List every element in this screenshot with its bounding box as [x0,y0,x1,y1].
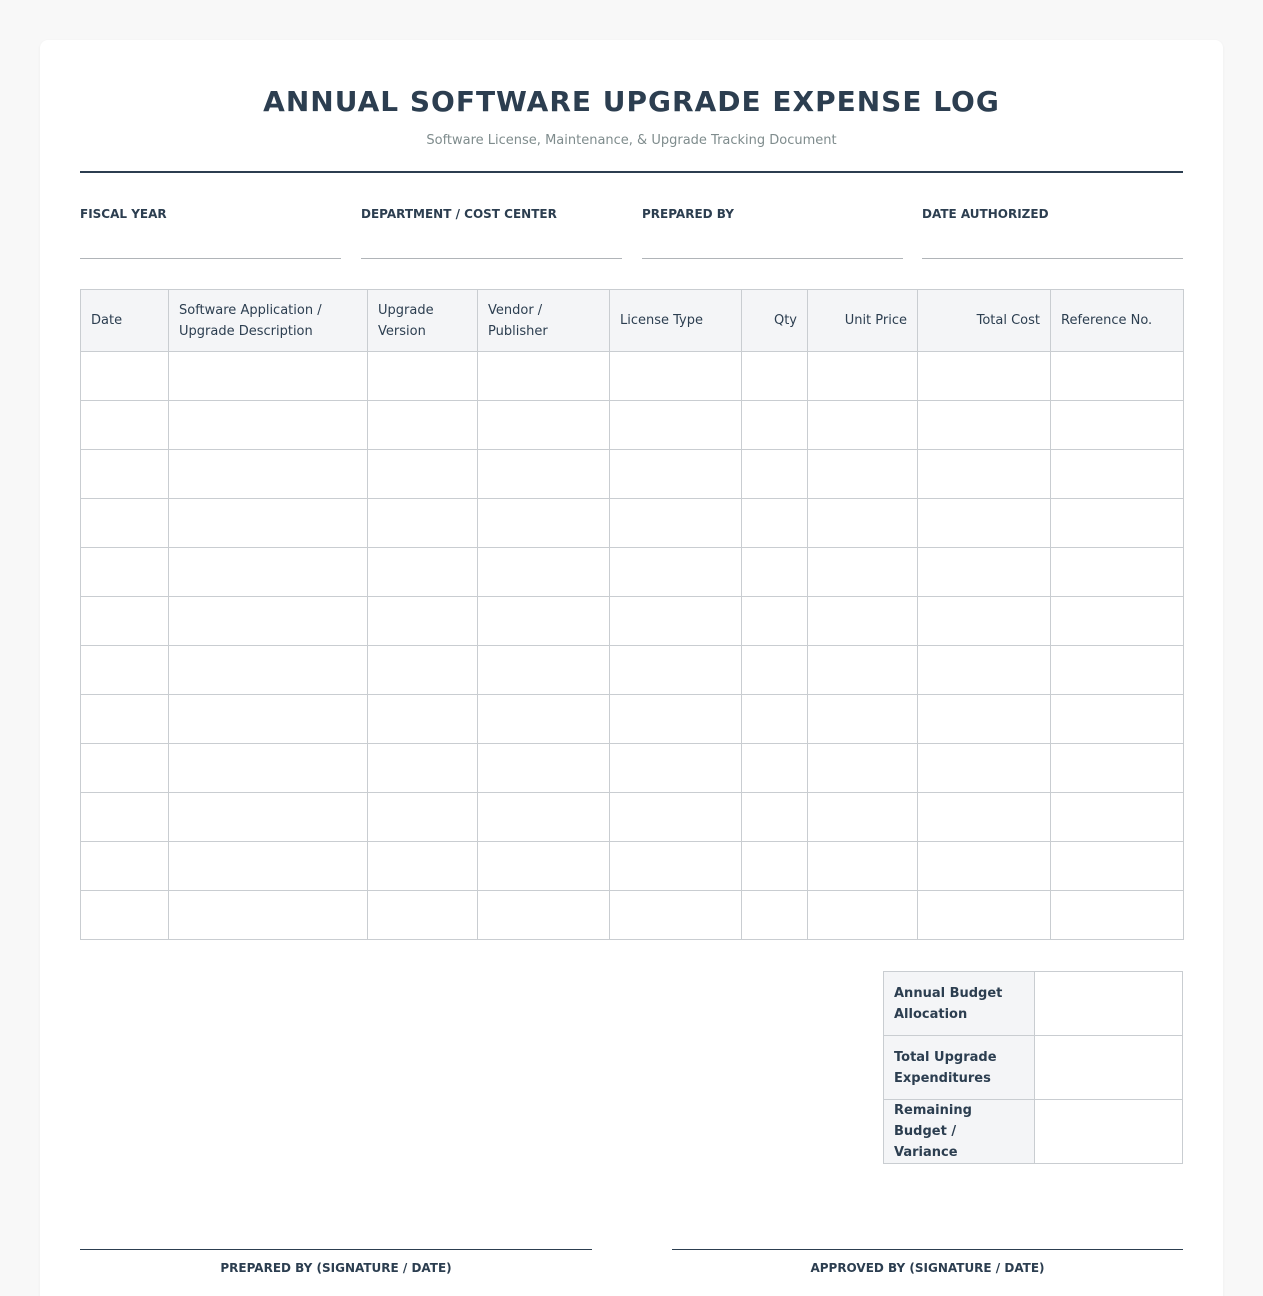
expense-table-body [81,352,1184,940]
table-row [81,548,1184,597]
cell-description[interactable] [169,891,368,940]
cell-vendor[interactable] [478,646,610,695]
cell-vendor[interactable] [478,695,610,744]
cell-vendor[interactable] [478,401,610,450]
cell-vendor[interactable] [478,793,610,842]
cell-description[interactable] [169,401,368,450]
cell-reference[interactable] [1051,695,1184,744]
cell-date[interactable] [81,450,169,499]
cell-reference[interactable] [1051,352,1184,401]
document-sheet [40,40,1223,1296]
cell-total-cost[interactable] [918,597,1051,646]
cell-unit-price[interactable] [808,499,918,548]
table-row [81,842,1184,891]
cell-license-type[interactable] [610,646,742,695]
cell-description[interactable] [169,597,368,646]
cell-unit-price[interactable] [808,842,918,891]
cell-version[interactable] [368,597,478,646]
approved-signature-line[interactable] [672,1249,1183,1250]
cell-total-cost[interactable] [918,450,1051,499]
cell-qty[interactable] [742,597,808,646]
cell-date[interactable] [81,646,169,695]
department-field[interactable] [361,206,622,222]
table-row [81,352,1184,401]
table-row [81,744,1184,793]
approved-signature-label: APPROVED BY (SIGNATURE / DATE) [810,1261,1045,1275]
table-row [81,891,1184,940]
date-authorized-input-line[interactable] [922,258,1183,259]
cell-vendor[interactable] [478,842,610,891]
column-header-date: Date [81,290,169,352]
cell-reference[interactable] [1051,793,1184,842]
cell-reference[interactable] [1051,646,1184,695]
cell-date[interactable] [81,695,169,744]
column-header-description: Software Application / Upgrade Description [169,290,368,352]
cell-description[interactable] [169,352,368,401]
table-row [81,646,1184,695]
cell-date[interactable] [81,352,169,401]
cell-description[interactable] [169,695,368,744]
cell-version[interactable] [368,646,478,695]
cell-vendor[interactable] [478,548,610,597]
document-title: ANNUAL SOFTWARE UPGRADE EXPENSE LOG [263,85,1000,118]
cell-description[interactable] [169,646,368,695]
cell-reference[interactable] [1051,548,1184,597]
cell-qty[interactable] [742,891,808,940]
prepared-by-field[interactable] [642,206,903,222]
cell-total-cost[interactable] [918,499,1051,548]
budget-summary-table [883,971,1183,1164]
column-header-qty: Qty [742,290,808,352]
column-header-reference: Reference No. [1051,290,1184,352]
approved-signature-block [672,1249,1183,1276]
cell-qty[interactable] [742,401,808,450]
prepared-signature-label: PREPARED BY (SIGNATURE / DATE) [220,1261,452,1275]
cell-license-type[interactable] [610,450,742,499]
cell-date[interactable] [81,891,169,940]
cell-reference[interactable] [1051,450,1184,499]
cell-total-cost[interactable] [918,744,1051,793]
cell-reference[interactable] [1051,842,1184,891]
cell-version[interactable] [368,793,478,842]
summary-label-remaining-budget: Remaining Budget / Variance [884,1100,1035,1164]
cell-license-type[interactable] [610,842,742,891]
cell-qty[interactable] [742,842,808,891]
column-header-unit-price: Unit Price [808,290,918,352]
cell-vendor[interactable] [478,891,610,940]
cell-qty[interactable] [742,695,808,744]
cell-qty[interactable] [742,793,808,842]
prepared-signature-block [80,1249,592,1276]
cell-vendor[interactable] [478,744,610,793]
department-input-line[interactable] [361,258,622,259]
cell-description[interactable] [169,548,368,597]
cell-license-type[interactable] [610,695,742,744]
cell-qty[interactable] [742,499,808,548]
cell-license-type[interactable] [610,499,742,548]
cell-description[interactable] [169,793,368,842]
cell-unit-price[interactable] [808,891,918,940]
cell-vendor[interactable] [478,499,610,548]
cell-license-type[interactable] [610,597,742,646]
summary-label-total-expenditures: Total Upgrade Expenditures [884,1036,1035,1100]
cell-qty[interactable] [742,744,808,793]
cell-reference[interactable] [1051,401,1184,450]
summary-row-budget-allocation [884,972,1183,1036]
summary-value-remaining-budget[interactable] [1035,1100,1183,1164]
cell-version[interactable] [368,450,478,499]
cell-total-cost[interactable] [918,401,1051,450]
column-header-version: Upgrade Version [368,290,478,352]
prepared-by-label: PREPARED BY [642,207,734,221]
cell-total-cost[interactable] [918,646,1051,695]
fiscal-year-label: FISCAL YEAR [80,207,167,221]
cell-description[interactable] [169,499,368,548]
cell-license-type[interactable] [610,548,742,597]
cell-reference[interactable] [1051,891,1184,940]
table-row [81,401,1184,450]
cell-unit-price[interactable] [808,401,918,450]
cell-reference[interactable] [1051,597,1184,646]
cell-unit-price[interactable] [808,695,918,744]
cell-vendor[interactable] [478,352,610,401]
cell-unit-price[interactable] [808,597,918,646]
cell-version[interactable] [368,352,478,401]
cell-qty[interactable] [742,450,808,499]
cell-reference[interactable] [1051,499,1184,548]
summary-label-budget-allocation: Annual Budget Allocation [884,972,1035,1036]
cell-unit-price[interactable] [808,450,918,499]
cell-unit-price[interactable] [808,646,918,695]
expense-table [80,289,1184,940]
cell-date[interactable] [81,597,169,646]
cell-total-cost[interactable] [918,793,1051,842]
cell-unit-price[interactable] [808,793,918,842]
cell-unit-price[interactable] [808,744,918,793]
cell-version[interactable] [368,695,478,744]
summary-value-total-expenditures[interactable] [1035,1036,1183,1100]
table-row [81,450,1184,499]
column-header-total-cost: Total Cost [918,290,1051,352]
summary-row-total-expenditures [884,1036,1183,1100]
expense-table-header [81,290,1184,352]
cell-date[interactable] [81,793,169,842]
cell-total-cost[interactable] [918,695,1051,744]
cell-date[interactable] [81,744,169,793]
cell-version[interactable] [368,842,478,891]
column-header-vendor: Vendor / Publisher [478,290,610,352]
cell-date[interactable] [81,499,169,548]
cell-date[interactable] [81,548,169,597]
summary-value-budget-allocation[interactable] [1035,972,1183,1036]
summary-row-remaining-budget [884,1100,1183,1164]
document-subtitle: Software License, Maintenance, & Upgrade Tracking Document [426,133,837,148]
column-header-license-type: License Type [610,290,742,352]
cell-license-type[interactable] [610,793,742,842]
cell-version[interactable] [368,744,478,793]
cell-qty[interactable] [742,646,808,695]
table-row [81,793,1184,842]
cell-license-type[interactable] [610,352,742,401]
cell-date[interactable] [81,842,169,891]
cell-total-cost[interactable] [918,842,1051,891]
cell-qty[interactable] [742,548,808,597]
cell-total-cost[interactable] [918,352,1051,401]
fiscal-year-field[interactable] [80,206,341,222]
fiscal-year-input-line[interactable] [80,258,341,259]
cell-license-type[interactable] [610,744,742,793]
cell-qty[interactable] [742,352,808,401]
cell-total-cost[interactable] [918,891,1051,940]
cell-license-type[interactable] [610,891,742,940]
cell-description[interactable] [169,450,368,499]
table-row [81,597,1184,646]
cell-version[interactable] [368,499,478,548]
department-label: DEPARTMENT / COST CENTER [361,207,557,221]
cell-reference[interactable] [1051,744,1184,793]
cell-vendor[interactable] [478,450,610,499]
title-divider [80,171,1183,173]
cell-date[interactable] [81,401,169,450]
cell-version[interactable] [368,401,478,450]
table-row [81,695,1184,744]
date-authorized-field[interactable] [922,206,1183,222]
prepared-by-input-line[interactable] [642,258,903,259]
cell-unit-price[interactable] [808,548,918,597]
cell-version[interactable] [368,891,478,940]
table-row [81,499,1184,548]
cell-total-cost[interactable] [918,548,1051,597]
date-authorized-label: DATE AUTHORIZED [922,207,1049,221]
cell-unit-price[interactable] [808,352,918,401]
cell-license-type[interactable] [610,401,742,450]
cell-description[interactable] [169,744,368,793]
cell-vendor[interactable] [478,597,610,646]
cell-version[interactable] [368,548,478,597]
prepared-signature-line[interactable] [80,1249,592,1250]
cell-description[interactable] [169,842,368,891]
